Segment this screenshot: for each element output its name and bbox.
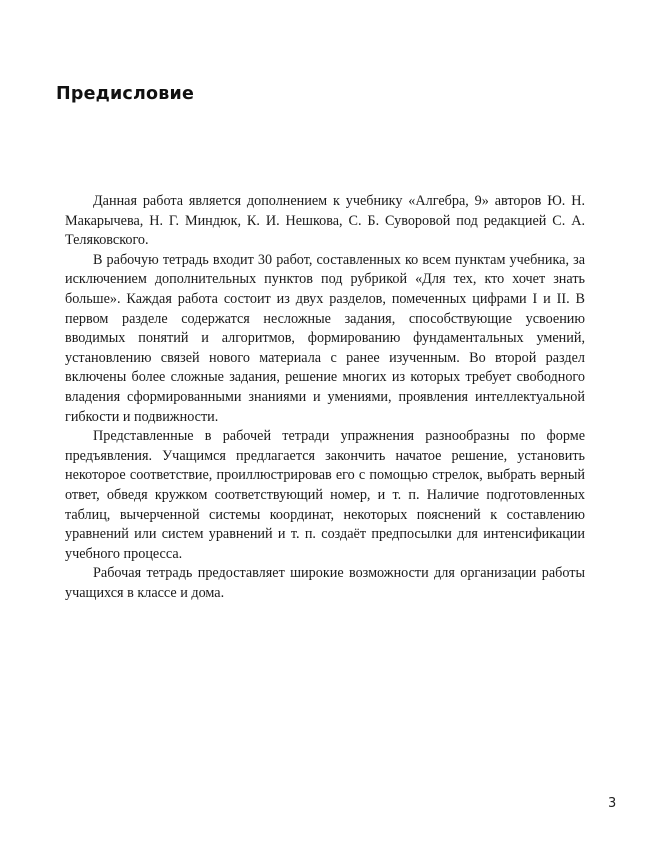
page-number: 3 (608, 796, 617, 811)
body-text (65, 192, 585, 603)
paragraph: В рабочую тетрадь входит 30 работ, составленных ко всем пунктам учебника, за исключением дополнительных пунктов под рубрикой «Для тех, кто хочет знать больше». Каждая работа состоит из двух разделов, помеченных цифрами I и II. В первом разделе содержатся несложные задания, способствующие усвоению вводимых понятий и алгоритмов, формированию фундаментальных умений, установлению связей нового материала с ранее изученным. Во второй раздел включены более сложные задания, решение многих из которых требует свободного владения сформированными знаниями и умениями, проявления интеллектуальной гибкости и подвижности. (65, 251, 585, 425)
page-title: Предисловие (56, 83, 195, 104)
paragraph: Данная работа является дополнением к учебнику «Алгебра, 9» авторов Ю. Н. Макарычева, Н. Г. Миндюк, К. И. Нешкова, С. Б. Суворовой под редакцией С. А. Теляковского. (65, 193, 585, 249)
paragraph: Представленные в рабочей тетради упражнения разнообразны по форме предъявления. Учащимся предлагается закончить начатое решение, установить некоторое соответствие, проиллюстрировав его с помощью стрелок, выбрать верный ответ, обведя кружком соответствующий номер, и т. п. Наличие подготовленных таблиц, вычерченной системы координат, некоторых пояснений к составлению уравнений или систем уравнений и т. п. создаёт предпосылки для интенсификации учебного процесса. (65, 428, 585, 562)
paragraph: Рабочая тетрадь предоставляет широкие возможности для организации работы учащихся в классе и дома. (65, 565, 585, 601)
